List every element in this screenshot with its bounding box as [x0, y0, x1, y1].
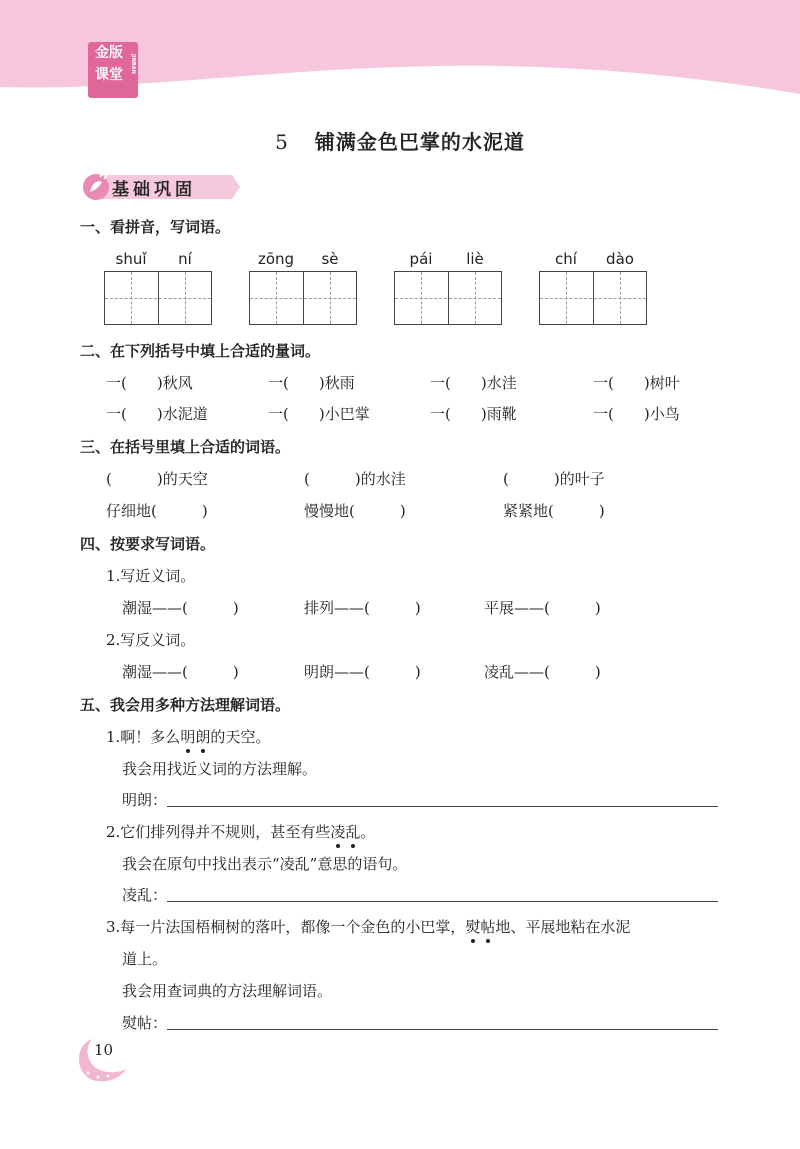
q5-method-3: 我会用查词典的方法理解词语。	[122, 982, 333, 1000]
q5-sentence-1	[106, 726, 270, 747]
writing-grid-3[interactable]	[394, 271, 502, 325]
page-number-badge	[70, 1035, 130, 1085]
q4-sub1: 1.写近义词。	[106, 567, 196, 585]
q4-item[interactable]: 排列——( )	[304, 599, 421, 617]
pinyin-4b: dào	[606, 250, 634, 268]
q2-item[interactable]: 一( )树叶	[593, 374, 680, 392]
emphasis-char: 熨	[465, 918, 481, 936]
q2-item[interactable]: 一( )水泥道	[106, 405, 208, 423]
q4-title: 四、按要求写词语。	[80, 535, 216, 553]
q3-item[interactable]: 紧紧地( )	[503, 502, 605, 520]
q2-item[interactable]: 一( )小鸟	[593, 405, 680, 423]
sentence-text: 3.每一片法国梧桐树的落叶，都像一个金色的小巴掌，	[106, 918, 466, 936]
q2-item[interactable]: 一( )秋雨	[268, 374, 355, 392]
page-number: 10	[94, 1041, 114, 1059]
brand-logo	[88, 42, 138, 98]
sentence-text: 2.它们排列得并不规则，甚至有些	[106, 823, 331, 841]
lesson-title: 铺满金色巴掌的水泥道	[314, 130, 525, 154]
writing-grid-4[interactable]	[539, 271, 647, 325]
q4-item[interactable]: 平展——( )	[484, 599, 601, 617]
q1-title: 一、看拼音，写词语。	[80, 218, 231, 236]
q5-method-1: 我会用找近义词的方法理解。	[122, 760, 318, 778]
emphasis-char: 凌	[330, 823, 346, 841]
q3-item[interactable]: ( )的水洼	[304, 470, 406, 488]
q2-item[interactable]: 一( )小巴掌	[268, 405, 370, 423]
writing-grid-2[interactable]	[249, 271, 357, 325]
pinyin-4a: chí	[555, 250, 577, 268]
page-title	[0, 126, 800, 155]
writing-grid-1[interactable]	[104, 271, 212, 325]
emphasis-char: 朗	[195, 728, 211, 746]
emphasis-char: 明	[180, 728, 196, 746]
answer-line-2[interactable]	[167, 901, 718, 902]
q5-label-1: 明朗：	[122, 791, 168, 809]
lesson-number: 5	[275, 130, 289, 154]
q3-item[interactable]: 仔细地( )	[106, 502, 208, 520]
sentence-text: 1.啊！多么	[106, 728, 181, 746]
q2-item[interactable]: 一( )水洼	[430, 374, 517, 392]
q2-title: 二、在下列括号中填上合适的量词。	[80, 342, 321, 360]
answer-line-1[interactable]	[167, 806, 718, 807]
q5-label-3: 熨帖：	[122, 1014, 168, 1032]
q3-item[interactable]: ( )的天空	[106, 470, 208, 488]
logo-line1: 金版	[95, 45, 123, 61]
pinyin-1a: shuǐ	[115, 250, 147, 268]
section-title: 基础巩固	[112, 180, 196, 200]
pinyin-2a: zōng	[257, 250, 295, 268]
q4-item[interactable]: 凌乱——( )	[484, 663, 601, 681]
q5-label-2: 凌乱：	[122, 886, 168, 904]
pinyin-1b: ní	[178, 250, 192, 268]
sentence-text: 。	[360, 823, 376, 841]
logo-line2: 课堂	[95, 67, 123, 83]
sentence-text: 地、平展地粘在水泥	[495, 918, 631, 936]
emphasis-char: 乱	[345, 823, 361, 841]
q3-title: 三、在括号里填上合适的词语。	[80, 438, 291, 456]
pinyin-2b: sè	[321, 250, 339, 268]
q3-item[interactable]: ( )的叶子	[503, 470, 605, 488]
section-badge	[82, 170, 242, 204]
answer-line-3[interactable]	[167, 1029, 718, 1030]
q4-item[interactable]: 潮湿——( )	[122, 599, 239, 617]
q2-item[interactable]: 一( )秋风	[106, 374, 193, 392]
q5-title: 五、我会用多种方法理解词语。	[80, 696, 291, 714]
logo-tiny: JINBAN	[130, 54, 136, 74]
q4-item[interactable]: 明朗——( )	[304, 663, 421, 681]
q5-sentence-3	[106, 916, 630, 937]
pinyin-3a: pái	[409, 250, 433, 268]
q5-sentence-3-cont: 道上。	[122, 950, 168, 968]
q3-item[interactable]: 慢慢地( )	[304, 502, 406, 520]
q5-method-2: 我会在原句中找出表示“凌乱”意思的语句。	[122, 855, 408, 873]
q4-item[interactable]: 潮湿——( )	[122, 663, 239, 681]
pinyin-3b: liè	[466, 250, 484, 268]
q4-sub2: 2.写反义词。	[106, 631, 196, 649]
q5-sentence-2	[106, 821, 375, 842]
emphasis-char: 帖	[480, 918, 496, 936]
sentence-text: 的天空。	[210, 728, 271, 746]
q2-item[interactable]: 一( )雨靴	[430, 405, 517, 423]
